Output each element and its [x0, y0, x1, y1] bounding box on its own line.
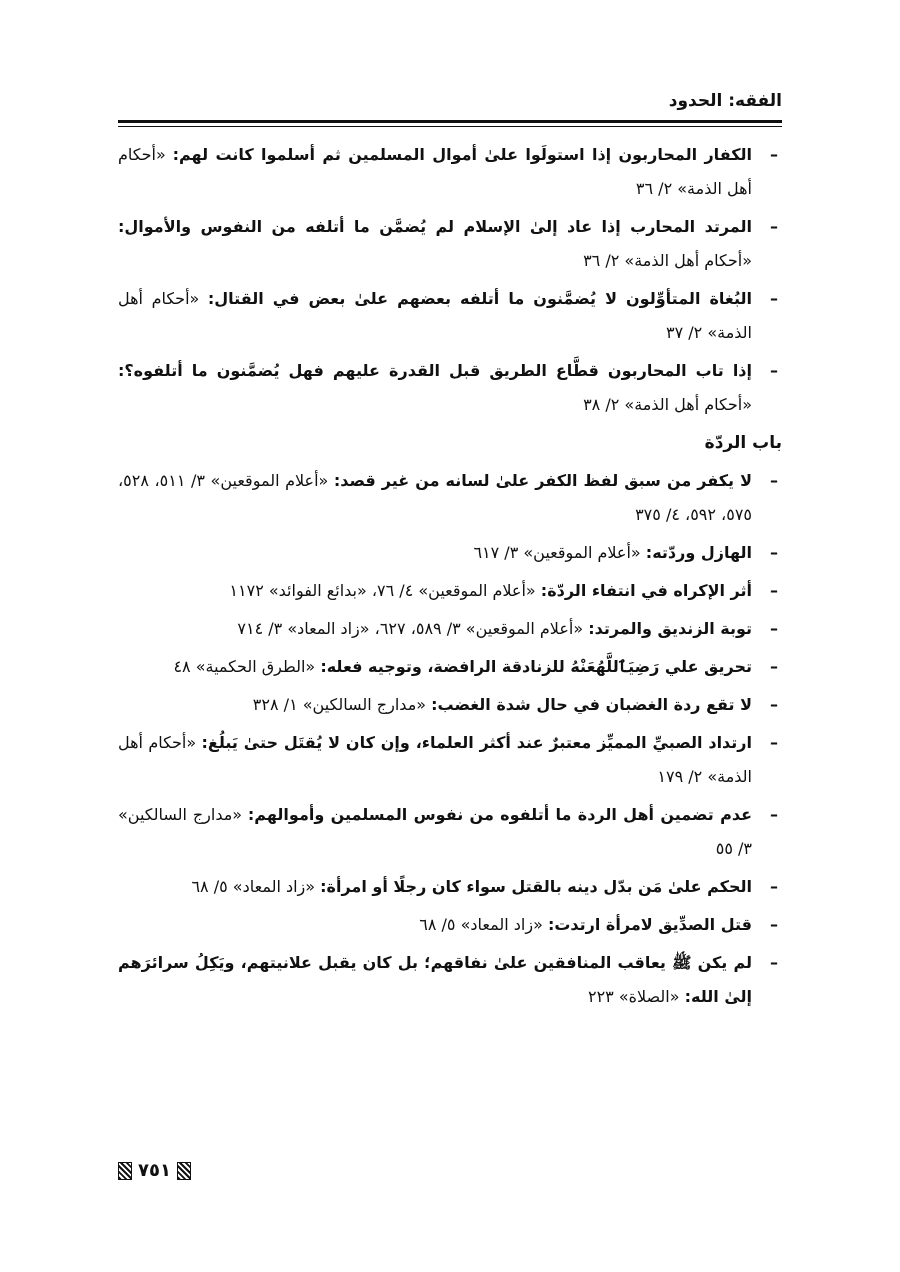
header-rule-thick	[118, 120, 782, 123]
entry-source: «زاد المعاد» ٥/ ٦٨	[191, 877, 321, 896]
index-entry	[118, 688, 782, 722]
page-footer	[118, 1158, 191, 1184]
entry-text: الحكم علىٰ مَن بدّل دينه بالقتل سواء كان رجلًا أو امرأة:	[320, 877, 752, 896]
entry-text: لا يكفر من سبق لفظ الكفر علىٰ لسانه من غير قصد:	[333, 471, 753, 490]
index-entry	[118, 210, 782, 278]
entry-text: لا تقع ردة الغضبان في حال شدة الغضب:	[431, 695, 752, 714]
entry-source: «أعلام الموقعين» ٤/ ٧٦، «بدائع الفوائد» ١١٧٢	[229, 581, 541, 600]
header-title: الفقه: الحدود	[668, 91, 782, 111]
index-entry	[118, 354, 782, 422]
entry-text: أثر الإكراه في انتفاء الردّة:	[540, 581, 752, 600]
entry-text: قتل الصدِّيق لامرأة ارتدت:	[547, 915, 752, 934]
entry-dash: –	[770, 543, 778, 562]
page-number: ٧٥١	[138, 1160, 171, 1181]
ornament-icon	[177, 1162, 191, 1180]
entry-source: «أعلام الموقعين» ٣/ ٦١٧	[473, 543, 646, 562]
entry-dash: –	[770, 361, 778, 380]
entry-dash: –	[770, 695, 778, 714]
entry-text: إذا تاب المحاربون قطَّاع الطريق قبل القدرة عليهم فهل يُضمَّنون ما أتلفوه؟:	[118, 361, 752, 380]
index-content	[118, 138, 782, 1018]
index-entry	[118, 798, 782, 866]
index-entry	[118, 946, 782, 1014]
entry-dash: –	[770, 289, 778, 308]
entry-text: تحريق علي رَضِيَٱللَّهُعَنْهُ للزنادقة الرافضة، وتوجيه فعله:	[320, 657, 752, 676]
entry-dash: –	[770, 657, 778, 676]
entry-text: المرتد المحارب إذا عاد إلىٰ الإسلام لم يُضمَّن ما أتلفه من النفوس والأموال:	[118, 217, 752, 236]
entry-text: توبة الزنديق والمرتد:	[588, 619, 752, 638]
entry-text: عدم تضمين أهل الردة ما أتلفوه من نفوس المسلمين وأموالهم:	[247, 805, 752, 824]
index-entry	[118, 870, 782, 904]
index-entry	[118, 574, 782, 608]
entry-dash: –	[770, 145, 778, 164]
entry-source: «الطرق الحكمية» ٤٨	[173, 657, 321, 676]
index-entry	[118, 726, 782, 794]
entry-source: «مدارج السالكين» ١/ ٣٢٨	[252, 695, 432, 714]
section-title: باب الردّة	[704, 433, 782, 453]
entry-dash: –	[770, 619, 778, 638]
entry-source: «الصلاة» ٢٢٣	[587, 987, 685, 1006]
index-entry	[118, 612, 782, 646]
index-entry	[118, 536, 782, 570]
entry-dash: –	[770, 805, 778, 824]
entry-text: ارتداد الصبيِّ المميِّز معتبرٌ عند أكثر العلماء، وإن كان لا يُقتَل حتىٰ يَبلُغ:	[201, 733, 752, 752]
index-entry	[118, 908, 782, 942]
entry-dash: –	[770, 217, 778, 236]
index-entry	[118, 650, 782, 684]
entry-dash: –	[770, 471, 778, 490]
entry-source: «أحكام أهل الذمة» ٢/ ٣٨	[583, 395, 752, 414]
entry-source: «زاد المعاد» ٥/ ٦٨	[419, 915, 548, 934]
entry-text: الكفار المحاربون إذا استولَوا علىٰ أموال المسلمين ثم أسلموا كانت لهم:	[172, 145, 753, 164]
entry-source: «أعلام الموقعين» ٣/ ٥١١، ٥٢٨، ٥٧٥، ٥٩٢، ٤/ ٣٧٥	[118, 471, 752, 524]
index-entry	[118, 464, 782, 532]
entry-source: «أعلام الموقعين» ٣/ ٥٨٩، ٦٢٧، «زاد المعاد» ٣/ ٧١٤	[237, 619, 589, 638]
index-entry	[118, 282, 782, 350]
entry-text: الهازل وردّته:	[645, 543, 752, 562]
entry-text: البُغاة المتأوِّلون لا يُضمَّنون ما أتلفه بعضهم علىٰ بعض في القتال:	[207, 289, 752, 308]
entry-dash: –	[770, 877, 778, 896]
entry-source: «أحكام أهل الذمة» ٢/ ٣٧	[118, 289, 752, 342]
entry-text: لم يكن ﷺ يعاقب المنافقين علىٰ نفاقهم؛ بل كان يقبل علانيتهم، ويَكِلُ سرائرَهم إلىٰ الله:	[118, 953, 752, 1006]
index-entry	[118, 138, 782, 206]
header-rule-thin	[118, 126, 782, 127]
ornament-icon	[118, 1162, 132, 1180]
running-header	[118, 88, 782, 114]
entry-source: «أحكام أهل الذمة» ٢/ ٣٦	[118, 145, 752, 198]
entry-dash: –	[770, 581, 778, 600]
entry-dash: –	[770, 733, 778, 752]
entry-dash: –	[770, 915, 778, 934]
entry-source: «أحكام أهل الذمة» ٢/ ١٧٩	[118, 733, 752, 786]
entry-dash: –	[770, 953, 778, 972]
entry-source: «مدارج السالكين» ٣/ ٥٥	[118, 805, 752, 858]
entry-source: «أحكام أهل الذمة» ٢/ ٣٦	[583, 251, 752, 270]
